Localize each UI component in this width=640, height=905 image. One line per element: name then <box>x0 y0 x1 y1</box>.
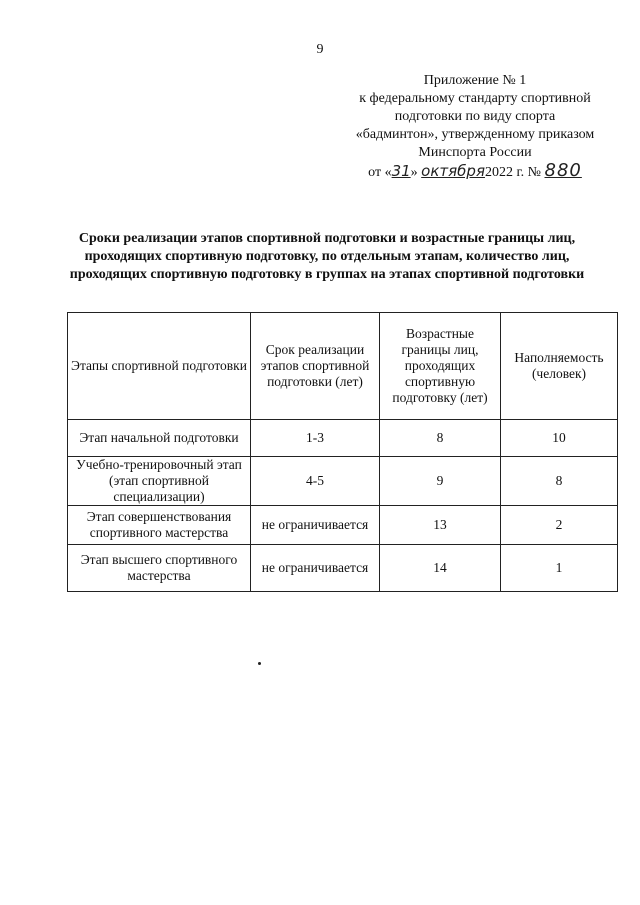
appendix-line: к федеральному стандарту спортивной <box>359 91 591 106</box>
table-header-row <box>68 313 618 420</box>
appendix-line: «бадминтон», утвержденному приказом <box>355 127 595 142</box>
stages-table <box>67 312 618 592</box>
date-year: 2022 г. № <box>484 165 541 180</box>
table-cell: 10 <box>501 420 618 457</box>
order-date-line <box>330 162 620 182</box>
date-mid: » <box>410 165 418 180</box>
page-number: 9 <box>316 42 324 57</box>
handwritten-month: октября <box>421 162 485 180</box>
table-cell: 8 <box>501 457 618 506</box>
table-cell: Этап высшего спортивного мастерства <box>68 545 251 592</box>
table-cell: Этап начальной подготовки <box>68 420 251 457</box>
table-row <box>68 420 618 457</box>
appendix-line: подготовки по виду спорта <box>394 109 556 124</box>
table-cell: Учебно-тренировочный этап (этап спортивной специализации) <box>68 457 251 506</box>
document-title: Сроки реализации этапов спортивной подготовки и возрастные границы лиц, проходящих спортивную подготовку, по отдельным этапам, количество лиц, проходящих спортивную подготовку в группах на этапах спортивной подготовки <box>69 231 585 282</box>
table-cell: 4-5 <box>251 457 380 506</box>
stray-dot-mark <box>258 662 261 665</box>
table-cell: Этап совершенствования спортивного мастерства <box>68 506 251 545</box>
table-header-cell: Срок реализации этапов спортивной подготовки (лет) <box>251 313 380 420</box>
table-cell: 1 <box>501 545 618 592</box>
table-row <box>68 457 618 506</box>
table-cell: 2 <box>501 506 618 545</box>
table-cell: 13 <box>380 506 501 545</box>
table-cell: 14 <box>380 545 501 592</box>
table-cell: 1-3 <box>251 420 380 457</box>
appendix-line: Минспорта России <box>418 145 532 160</box>
appendix-block <box>330 72 620 182</box>
handwritten-day: 31 <box>391 162 411 180</box>
appendix-line: Приложение № 1 <box>423 73 527 88</box>
table-cell: не ограничивается <box>251 545 380 592</box>
table-row <box>68 545 618 592</box>
table-header-cell: Наполняемость (человек) <box>501 313 618 420</box>
table-cell: 8 <box>380 420 501 457</box>
date-prefix: от « <box>368 165 392 180</box>
table-header-cell: Этапы спортивной подготовки <box>68 313 251 420</box>
table-cell: 9 <box>380 457 501 506</box>
table-row <box>68 506 618 545</box>
table-cell: не ограничивается <box>251 506 380 545</box>
table-header-cell: Возрастные границы лиц, проходящих спортивную подготовку (лет) <box>380 313 501 420</box>
handwritten-order-number: 880 <box>544 160 582 181</box>
